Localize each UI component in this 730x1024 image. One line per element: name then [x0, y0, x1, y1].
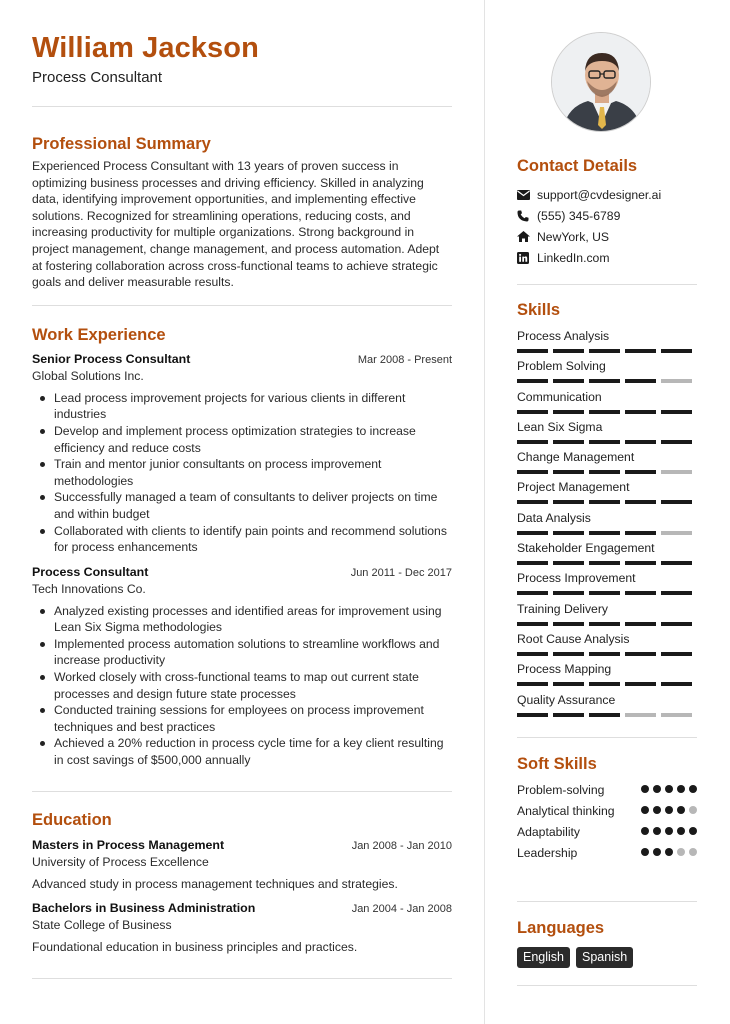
rating-dot: [653, 785, 661, 793]
skill-name: Process Analysis: [517, 329, 610, 343]
job-company: Global Solutions Inc.: [32, 368, 144, 383]
skill-name: Communication: [517, 389, 602, 404]
skill-level-segment: [625, 622, 656, 626]
summary-text: Experienced Process Consultant with 13 years of proven success in optimizing business processes and driving efficiency. Skilled in analyzing data, identifying improvement opportunities, and implementing effective solutions. Recognized for streamlining operations, reducing costs, and increasing productivity for multiple organizations. Strong background in project management, change management, and process automation. Adept at fostering collaboration across cross-functional teams to achieve strategic goals and deliver measurable results.: [32, 159, 440, 290]
column-divider: [484, 0, 485, 1024]
language-tag: Spanish: [576, 947, 633, 968]
main-column: [32, 30, 452, 979]
skill-name: Training Delivery: [517, 601, 608, 616]
rating-dot: [689, 806, 697, 814]
skill-level-segment: [589, 349, 620, 353]
skills-list: [517, 328, 697, 722]
skill-item: [517, 570, 697, 600]
degree-title: Masters in Process Management: [32, 837, 225, 852]
rating-dot: [677, 827, 685, 835]
home-icon: [517, 231, 537, 242]
linkedin-icon: [517, 252, 537, 264]
list-item: Conducted training sessions for employees on process improvement techniques and best practices: [32, 702, 452, 735]
skill-level-segment: [661, 622, 692, 626]
avatar: [551, 32, 651, 132]
rating-dot: [665, 785, 673, 793]
skill-level-segment: [553, 470, 584, 474]
skill-item: [517, 692, 697, 722]
skill-level-segment: [625, 531, 656, 535]
skill-level-segment: [661, 561, 692, 565]
skill-level-bar: [517, 410, 697, 414]
skill-name: Lean Six Sigma: [517, 419, 603, 434]
soft-skill-item: [517, 845, 697, 861]
degree-description: Advanced study in process management techniques and strategies.: [32, 876, 398, 891]
divider: [32, 305, 452, 306]
linkedin-text[interactable]: LinkedIn.com: [537, 250, 610, 265]
list-item: Train and mentor junior consultants on process improvement methodologies: [32, 456, 452, 489]
rating-dot: [641, 785, 649, 793]
education-section: [32, 809, 452, 956]
skill-level-segment: [553, 713, 584, 717]
skill-item: [517, 328, 697, 358]
skill-level-segment: [625, 470, 656, 474]
skill-level-segment: [553, 561, 584, 565]
school-name: University of Process Excellence: [32, 854, 209, 869]
divider: [517, 284, 697, 285]
skill-level-segment: [661, 379, 692, 383]
skill-name: Problem Solving: [517, 359, 606, 374]
education-entry: [32, 900, 452, 956]
contact-phone: [517, 205, 697, 226]
skill-level-segment: [517, 470, 548, 474]
soft-skill-name: Adaptability: [517, 825, 581, 839]
rating-dot: [689, 827, 697, 835]
skill-level-segment: [661, 713, 692, 717]
contact-linkedin: [517, 247, 697, 268]
job-date: Jun 2011 - Dec 2017: [350, 566, 452, 579]
divider: [32, 978, 452, 979]
skill-level-segment: [517, 410, 548, 414]
skill-item: [517, 510, 697, 540]
soft-skills-list: [517, 782, 697, 861]
skill-level-segment: [553, 682, 584, 686]
list-item: Analyzed existing processes and identified areas for improvement using Lean Six Sigma methodologies: [32, 603, 452, 636]
skill-level-segment: [517, 349, 548, 353]
skill-level-segment: [517, 561, 548, 565]
skill-level-segment: [661, 652, 692, 656]
skill-level-bar: [517, 349, 697, 353]
education-entry: [32, 837, 452, 893]
skill-level-segment: [589, 682, 620, 686]
contact-location: [517, 226, 697, 247]
skill-item: [517, 601, 697, 631]
skill-level-segment: [625, 591, 656, 595]
rating-dot: [677, 785, 685, 793]
job-title: Senior Process Consultant: [32, 351, 191, 366]
skill-name: Quality Assurance: [517, 692, 616, 707]
skill-level-bar: [517, 713, 697, 717]
rating-dot: [665, 827, 673, 835]
job-entry: [32, 351, 452, 556]
soft-skills-section: [517, 753, 697, 866]
list-item: Develop and implement process optimization strategies to increase efficiency and reduce costs: [32, 423, 452, 456]
skill-name: Data Analysis: [517, 510, 591, 525]
degree-date: Jan 2004 - Jan 2008: [351, 903, 452, 916]
skill-level-segment: [517, 652, 548, 656]
skill-level-bar: [517, 622, 697, 626]
skill-level-segment: [589, 440, 620, 444]
skills-title: Skills: [517, 301, 561, 319]
skill-level-segment: [661, 500, 692, 504]
skill-level-bar: [517, 652, 697, 656]
contact-email: [517, 184, 697, 205]
soft-skills-title: Soft Skills: [517, 755, 597, 773]
skill-name: Stakeholder Engagement: [517, 541, 655, 556]
list-item: Worked closely with cross-functional teams to map out current state processes and design future state processes: [32, 669, 452, 702]
skill-level-segment: [553, 591, 584, 595]
skill-item: [517, 631, 697, 661]
list-item: Achieved a 20% reduction in process cycle time for a key client resulting in cost savings of $500,000 annually: [32, 735, 452, 768]
list-item: Lead process improvement projects for various clients in different industries: [32, 390, 452, 423]
soft-skill-name: Problem-solving: [517, 783, 605, 797]
divider: [517, 737, 697, 738]
job-entry: [32, 564, 452, 769]
skill-level-segment: [661, 410, 692, 414]
skill-level-segment: [589, 652, 620, 656]
job-title: Process Consultant: [32, 564, 149, 579]
skill-name: Process Improvement: [517, 571, 636, 586]
skill-level-segment: [661, 591, 692, 595]
skill-level-segment: [553, 440, 584, 444]
soft-skill-rating: [641, 827, 697, 835]
soft-skill-name: Leadership: [517, 846, 578, 860]
rating-dot: [677, 806, 685, 814]
skill-level-segment: [517, 682, 548, 686]
languages-section: [517, 917, 697, 968]
degree-description: Foundational education in business principles and practices.: [32, 940, 358, 955]
degree-date: Jan 2008 - Jan 2010: [351, 839, 452, 852]
skill-level-segment: [553, 652, 584, 656]
list-item: Implemented process automation solutions to streamline workflows and increase productivity: [32, 636, 452, 669]
soft-skill-item: [517, 824, 697, 840]
skill-level-segment: [589, 500, 620, 504]
skill-level-segment: [589, 561, 620, 565]
skill-item: [517, 389, 697, 419]
skill-level-segment: [553, 622, 584, 626]
skill-level-bar: [517, 440, 697, 444]
school-name: State College of Business: [32, 918, 172, 933]
skill-level-segment: [661, 470, 692, 474]
skill-level-bar: [517, 500, 697, 504]
rating-dot: [653, 827, 661, 835]
candidate-name: William Jackson: [32, 32, 259, 64]
skill-name: Root Cause Analysis: [517, 631, 630, 646]
skill-level-segment: [625, 500, 656, 504]
skill-level-segment: [589, 622, 620, 626]
skill-name: Process Mapping: [517, 662, 612, 677]
rating-dot: [677, 848, 685, 856]
divider: [517, 985, 697, 986]
candidate-role: Process Consultant: [32, 69, 163, 86]
rating-dot: [653, 848, 661, 856]
soft-skill-item: [517, 782, 697, 798]
soft-skill-rating: [641, 848, 697, 856]
rating-dot: [689, 785, 697, 793]
rating-dot: [641, 848, 649, 856]
contact-title: Contact Details: [517, 157, 638, 175]
soft-skill-rating: [641, 785, 697, 793]
skill-level-segment: [553, 500, 584, 504]
skill-level-segment: [625, 349, 656, 353]
rating-dot: [641, 827, 649, 835]
skill-level-segment: [517, 440, 548, 444]
skill-level-segment: [589, 591, 620, 595]
skill-level-segment: [589, 470, 620, 474]
skill-name: Project Management: [517, 480, 630, 495]
job-bullets: [32, 390, 452, 556]
skill-level-segment: [625, 682, 656, 686]
skill-item: [517, 479, 697, 509]
skill-item: [517, 419, 697, 449]
skill-level-segment: [589, 531, 620, 535]
skill-level-segment: [517, 531, 548, 535]
list-item: Collaborated with clients to identify pain points and recommend solutions for process enhancements: [32, 523, 452, 556]
skill-level-bar: [517, 561, 697, 565]
email-text[interactable]: support@cvdesigner.ai: [537, 187, 662, 202]
location-text: NewYork, US: [537, 229, 610, 244]
languages-title: Languages: [517, 919, 605, 937]
experience-section: [32, 324, 452, 769]
skill-level-segment: [625, 379, 656, 383]
skill-level-segment: [589, 410, 620, 414]
skill-level-segment: [625, 440, 656, 444]
rating-dot: [641, 806, 649, 814]
skill-level-segment: [661, 682, 692, 686]
rating-dot: [689, 848, 697, 856]
skill-item: [517, 661, 697, 691]
languages-list: [517, 947, 697, 968]
skill-level-segment: [517, 713, 548, 717]
skill-level-bar: [517, 682, 697, 686]
skill-level-segment: [517, 591, 548, 595]
divider: [517, 901, 697, 902]
envelope-icon: [517, 190, 537, 200]
divider: [32, 791, 452, 792]
experience-title: Work Experience: [32, 325, 166, 344]
soft-skill-name: Analytical thinking: [517, 804, 615, 818]
skill-item: [517, 449, 697, 479]
phone-text[interactable]: (555) 345-6789: [537, 208, 621, 223]
degree-title: Bachelors in Business Administration: [32, 901, 256, 916]
skill-level-segment: [553, 379, 584, 383]
skill-level-segment: [625, 561, 656, 565]
skill-level-segment: [661, 440, 692, 444]
skill-level-bar: [517, 470, 697, 474]
contact-section: [517, 155, 697, 268]
job-date: Mar 2008 - Present: [357, 353, 452, 366]
skill-level-segment: [589, 379, 620, 383]
skill-level-bar: [517, 591, 697, 595]
skill-level-segment: [625, 713, 656, 717]
divider: [32, 106, 452, 107]
skill-level-segment: [553, 531, 584, 535]
education-title: Education: [32, 810, 112, 829]
skill-level-segment: [661, 349, 692, 353]
skills-section: [517, 299, 697, 722]
job-bullets: [32, 603, 452, 769]
skill-level-bar: [517, 531, 697, 535]
skill-level-segment: [517, 622, 548, 626]
skill-item: [517, 540, 697, 570]
skill-level-segment: [625, 410, 656, 414]
list-item: Successfully managed a team of consultants to deliver projects on time and within budget: [32, 489, 452, 522]
rating-dot: [665, 806, 673, 814]
skill-level-segment: [625, 652, 656, 656]
job-company: Tech Innovations Co.: [32, 581, 146, 596]
language-tag: English: [517, 947, 570, 968]
skill-level-bar: [517, 379, 697, 383]
skill-level-segment: [589, 713, 620, 717]
soft-skill-item: [517, 803, 697, 819]
rating-dot: [665, 848, 673, 856]
skill-level-segment: [553, 410, 584, 414]
skill-level-segment: [517, 500, 548, 504]
skill-item: [517, 358, 697, 388]
soft-skill-rating: [641, 806, 697, 814]
rating-dot: [653, 806, 661, 814]
summary-title: Professional Summary: [32, 135, 211, 153]
skill-name: Change Management: [517, 450, 635, 465]
skill-level-segment: [661, 531, 692, 535]
skill-level-segment: [553, 349, 584, 353]
profile-photo-icon: [552, 33, 651, 132]
skill-level-segment: [517, 379, 548, 383]
phone-icon: [517, 210, 537, 222]
summary-section: [32, 133, 452, 291]
